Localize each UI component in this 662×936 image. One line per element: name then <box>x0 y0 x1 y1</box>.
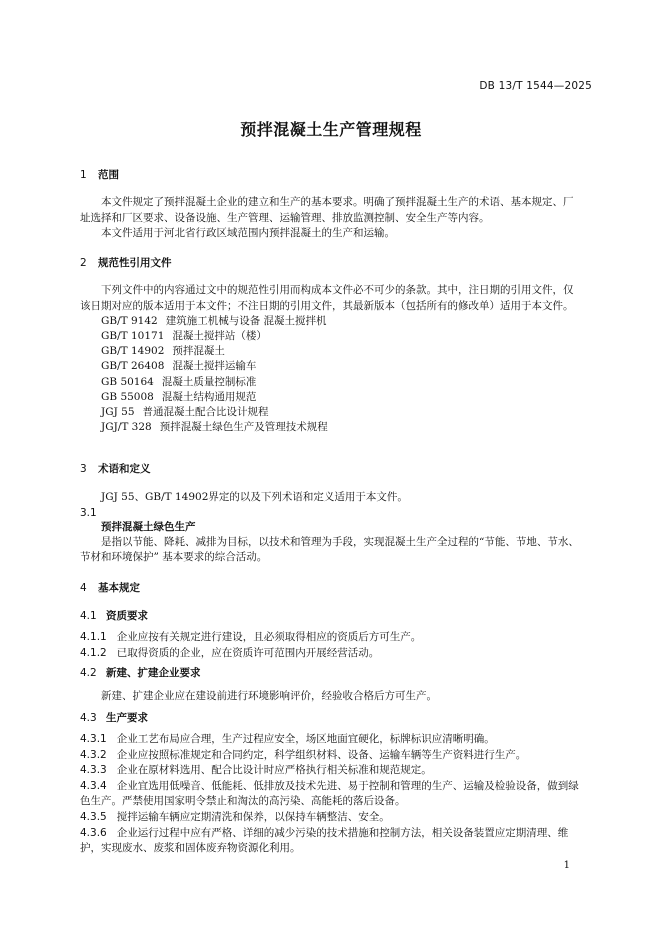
reference-code: GB 50164 <box>101 375 154 388</box>
clause-number: 4.3.4 <box>80 779 107 792</box>
section-title: 术语和定义 <box>98 463 151 475</box>
section-title: 基本规定 <box>98 582 140 594</box>
subsection-number: 4.3 <box>80 712 97 724</box>
subsection-4-1-body <box>80 630 582 661</box>
clause-text: 搅拌运输车辆应定期清洗和保养，以保持车辆整洁、安全。 <box>116 810 390 823</box>
reference-code: GB/T 9142 <box>101 315 158 328</box>
clause <box>80 646 582 662</box>
reference-title: 预拌混凝土绿色生产及管理技术规程 <box>159 420 328 433</box>
reference-code: JGJ 55 <box>101 405 135 418</box>
subsection-number: 4.2 <box>80 667 97 679</box>
reference-code: GB/T 14902 <box>101 345 165 358</box>
term-number: 3.1 <box>80 506 97 519</box>
reference-title: 预拌混凝土 <box>172 345 225 358</box>
reference-title: 混凝土结构通用规范 <box>161 390 257 403</box>
clause <box>80 732 582 748</box>
subsection-number: 4.1 <box>80 610 97 622</box>
clause <box>80 779 582 810</box>
reference-code: JGJ/T 328 <box>101 420 152 433</box>
section-number: 1 <box>80 169 87 181</box>
clause-text: 企业在原材料选用、配合比设计时应严格执行相关标准和规范规定。 <box>116 764 432 777</box>
paragraph: 新建、扩建企业应在建设前进行环境影响评价，经验收合格后方可生产。 <box>101 690 437 702</box>
reference-title: 混凝土搅拌运输车 <box>172 360 257 373</box>
reference-title: 普通混凝土配合比设计规程 <box>142 405 269 418</box>
list-item <box>80 420 582 435</box>
clause-text: 企业工艺布局应合理，生产过程应安全，场区地面宜硬化，标牌标识应清晰明确。 <box>116 733 495 745</box>
subsection-4-1-heading <box>80 609 582 624</box>
section-3-body <box>80 490 582 566</box>
clause-text: 企业运行过程中应有严格、详细的减少污染的技术措施和控制方法，相关设备装置应定期清理、维护，实现废水、废浆和固体废弃物资源化利用。 <box>80 826 569 855</box>
page-number: 1 <box>563 860 570 871</box>
clause-number: 4.1.2 <box>80 646 107 659</box>
subsection-title: 新建、扩建企业要求 <box>106 667 201 679</box>
section-2-body <box>80 283 582 435</box>
subsection-title: 资质要求 <box>106 610 148 622</box>
clause-number: 4.3.6 <box>80 826 107 839</box>
clause-text: 已取得资质的企业，应在资质许可范围内开展经营活动。 <box>116 646 380 659</box>
term-definition: 是指以节能、降耗、减排为目标，以技术和管理为手段，实现混凝土生产全过程的“节能、节地、节水、节材和环境保护” 基本要求的综合活动。 <box>80 535 579 564</box>
clause <box>80 810 582 826</box>
section-title: 规范性引用文件 <box>98 257 172 269</box>
reference-code: GB/T 26408 <box>101 360 165 373</box>
list-item <box>80 375 582 390</box>
list-item <box>80 314 582 329</box>
section-1-heading <box>80 168 582 183</box>
reference-title: 混凝土搅拌站（楼） <box>172 330 267 343</box>
reference-list <box>80 314 582 435</box>
clause <box>80 826 582 857</box>
document-title: 预拌混凝土生产管理规程 <box>240 120 422 139</box>
subsection-title: 生产要求 <box>106 712 148 724</box>
clause <box>80 630 582 646</box>
clause-text: 企业应按有关规定进行建设，且必须取得相应的资质后方可生产。 <box>116 631 422 643</box>
section-1-body <box>80 195 582 242</box>
section-number: 3 <box>80 463 87 475</box>
clause-text: 企业宜选用低噪音、低能耗、低排放及技术先进、易于控制和管理的生产、运输及检验设备，做到绿色生产。严禁使用国家明令禁止和淘汰的高污染、高能耗的落后设备。 <box>80 779 579 808</box>
clause-number: 4.3.1 <box>80 733 107 745</box>
term-name: 预拌混凝土绿色生产 <box>101 520 196 533</box>
clause <box>80 748 582 764</box>
list-item <box>80 344 582 359</box>
list-item <box>80 390 582 405</box>
subsection-4-2-heading <box>80 666 582 681</box>
list-item <box>80 405 582 420</box>
subsection-4-3-body <box>80 732 582 857</box>
clause-number: 4.3.3 <box>80 764 107 777</box>
section-number: 4 <box>80 582 87 594</box>
standard-number: DB 13/T 1544—2025 <box>479 80 592 92</box>
section-number: 2 <box>80 257 87 269</box>
reference-code: GB/T 10171 <box>101 330 165 343</box>
section-4-heading <box>80 581 582 596</box>
paragraph: 本文件规定了预拌混凝土企业的建立和生产的基本要求。明确了预拌混凝土生产的术语、基本规定、厂址选择和厂区要求、设备设施、生产管理、运输管理、排放监测控制、安全生产等内容。 <box>80 196 574 224</box>
clause <box>80 763 582 779</box>
subsection-4-3-heading <box>80 711 582 726</box>
paragraph: JGJ 55、GB/T 14902界定的以及下列术语和定义适用于本文件。 <box>101 491 408 503</box>
reference-title: 混凝土质量控制标准 <box>161 375 257 388</box>
subsection-4-2-body <box>80 689 582 705</box>
section-3-heading <box>80 462 582 477</box>
clause-text: 企业应按照标准规定和合同约定，科学组织材料、设备、运输车辆等生产资料进行生产。 <box>116 748 527 761</box>
reference-code: GB 55008 <box>101 390 154 403</box>
paragraph: 下列文件中的内容通过文中的规范性引用而构成本文件必不可少的条款。其中，注日期的引用文件，仅该日期对应的版本适用于本文件；不注日期的引用文件，其最新版本（包括所有的修改单）适用于本文件。 <box>80 284 574 312</box>
clause-number: 4.3.5 <box>80 810 107 823</box>
paragraph: 本文件适用于河北省行政区域范围内预拌混凝土的生产和运输。 <box>101 227 395 240</box>
section-title: 范围 <box>98 169 119 181</box>
reference-title: 建筑施工机械与设备 混凝土搅拌机 <box>165 315 327 328</box>
list-item <box>80 359 582 374</box>
clause-number: 4.1.1 <box>80 631 107 643</box>
list-item <box>80 329 582 344</box>
section-2-heading <box>80 256 582 271</box>
clause-number: 4.3.2 <box>80 748 107 761</box>
